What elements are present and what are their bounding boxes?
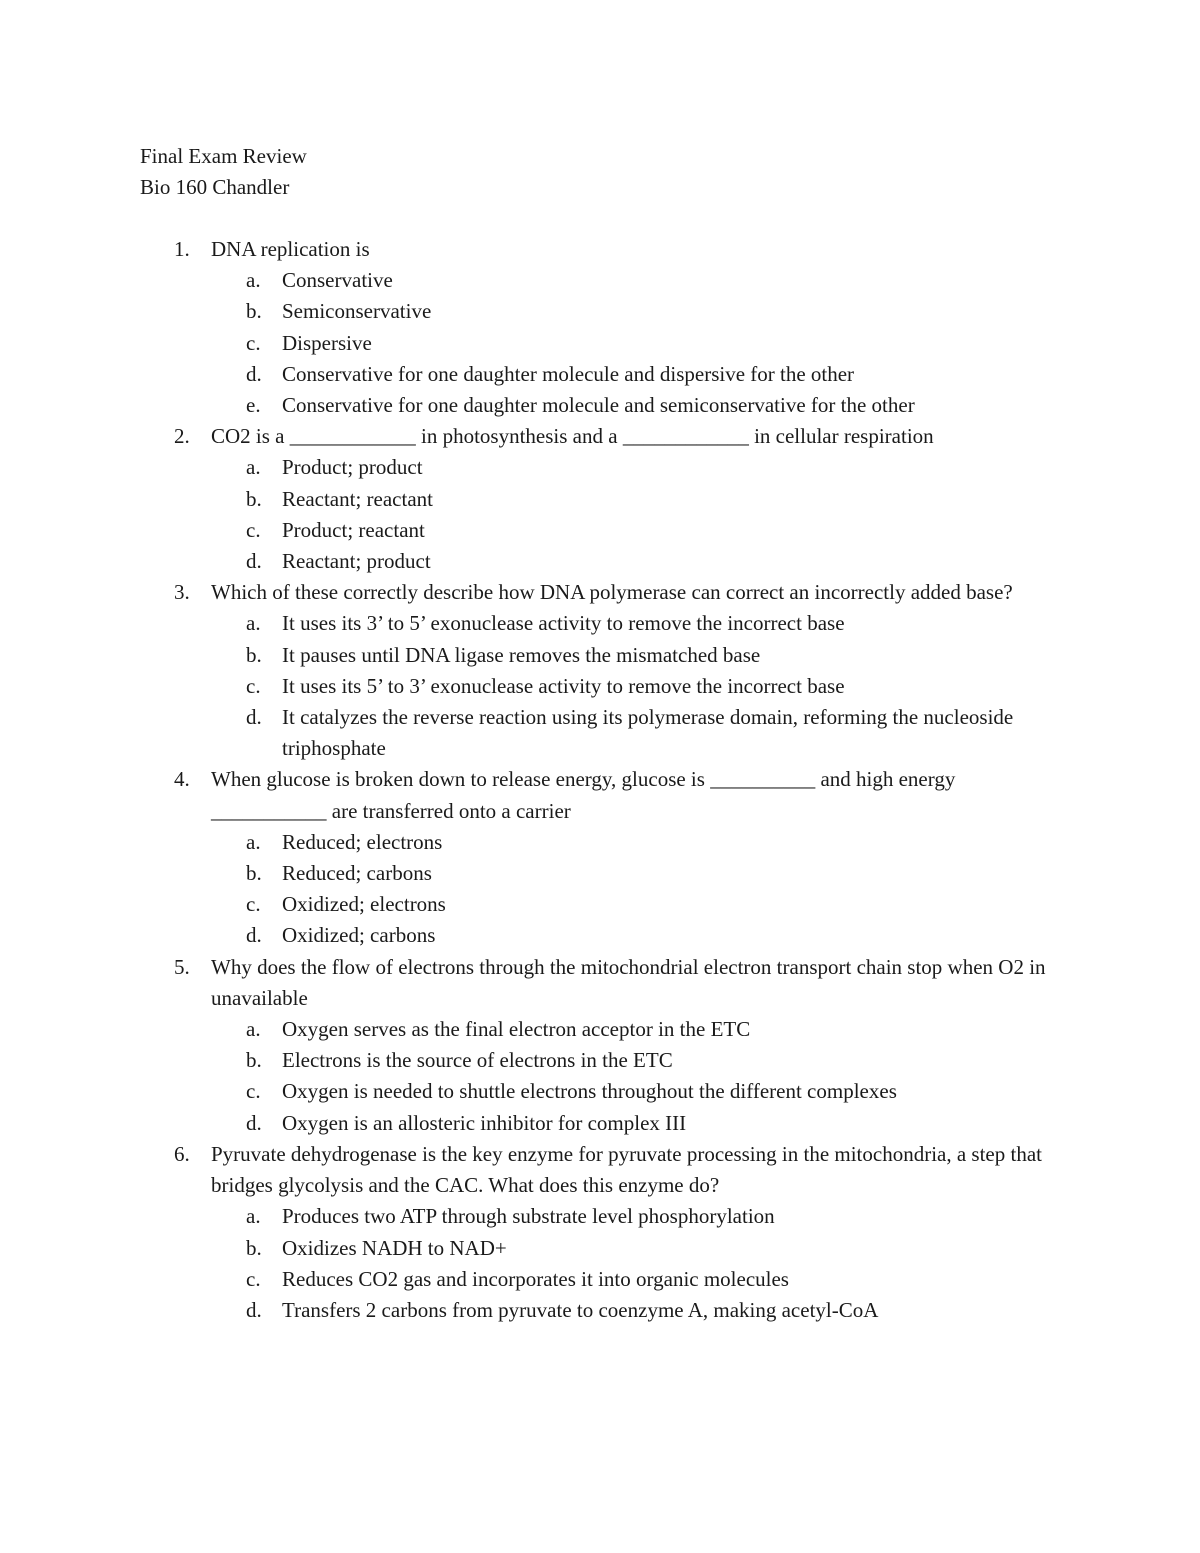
question-1	[0, 234, 1200, 265]
question-text: When glucose is broken down to release energy, glucose is __________ and high energy ___________ are transferred onto a carrier	[211, 767, 956, 823]
answer-option	[0, 515, 1200, 546]
answer-option	[0, 1201, 1200, 1232]
question-4	[0, 764, 1200, 826]
option-text: It pauses until DNA ligase removes the mismatched base	[282, 642, 761, 667]
option-letter: c.	[246, 517, 261, 542]
option-letter: a.	[246, 1204, 261, 1229]
option-letter: b.	[246, 1048, 262, 1073]
answer-option	[0, 328, 1200, 359]
answer-option	[0, 296, 1200, 327]
option-letter: a.	[246, 611, 261, 636]
option-letter: e.	[246, 393, 261, 418]
answer-option	[0, 920, 1200, 951]
option-text: It uses its 3’ to 5’ exonuclease activity to remove the incorrect base	[282, 611, 845, 636]
answer-option	[0, 1014, 1200, 1045]
document-title: Final Exam Review	[140, 144, 307, 168]
question-text: DNA replication is	[211, 237, 370, 261]
option-letter: c.	[246, 1266, 261, 1291]
option-text: Oxygen serves as the final electron acceptor in the ETC	[282, 1017, 751, 1042]
answer-option	[0, 827, 1200, 858]
answer-option	[0, 390, 1200, 421]
answer-option	[0, 1108, 1200, 1139]
option-text: It catalyzes the reverse reaction using its polymerase domain, reforming the nucleoside triphosphate	[282, 705, 1014, 761]
option-text: Conservative	[282, 268, 393, 293]
question-number: 5.	[174, 954, 190, 979]
option-letter: b.	[246, 299, 262, 324]
question-number: 1.	[174, 237, 190, 261]
question-list	[0, 234, 1200, 1326]
option-letter: a.	[246, 1017, 261, 1042]
option-text: Semiconservative	[282, 299, 432, 324]
option-letter: d.	[246, 361, 262, 386]
option-letter: a.	[246, 268, 261, 293]
option-text: Product; reactant	[282, 517, 425, 542]
option-text: Produces two ATP through substrate level phosphorylation	[282, 1204, 775, 1229]
option-text: Reduced; electrons	[282, 829, 443, 854]
answer-option	[0, 608, 1200, 639]
answer-option	[0, 671, 1200, 702]
option-text: Oxidized; carbons	[282, 923, 436, 948]
option-letter: c.	[246, 673, 261, 698]
option-letter: a.	[246, 455, 261, 480]
question-text: Pyruvate dehydrogenase is the key enzyme for pyruvate processing in the mitochondria, a step that bridges glycolysis and the CAC. What does this enzyme do?	[211, 1141, 1042, 1198]
option-letter: c.	[246, 1079, 261, 1104]
option-letter: b.	[246, 642, 262, 667]
answer-option	[0, 1233, 1200, 1264]
answer-option	[0, 640, 1200, 671]
answer-option	[0, 484, 1200, 515]
option-letter: d.	[246, 549, 262, 574]
option-text: Reduced; carbons	[282, 861, 432, 886]
option-text: Reduces CO2 gas and incorporates it into organic molecules	[282, 1266, 789, 1291]
answer-option	[0, 452, 1200, 483]
option-text: It uses its 5’ to 3’ exonuclease activity to remove the incorrect base	[282, 673, 845, 698]
option-text: Oxidizes NADH to NAD+	[282, 1235, 507, 1260]
answer-option	[0, 889, 1200, 920]
option-text: Transfers 2 carbons from pyruvate to coenzyme A, making acetyl-CoA	[282, 1297, 879, 1322]
question-text: Why does the flow of electrons through the mitochondrial electron transport chain stop when O2 in unavailable	[211, 954, 1046, 1010]
question-6	[0, 1139, 1200, 1201]
option-letter: d.	[246, 1110, 262, 1135]
option-letter: c.	[246, 330, 261, 355]
option-text: Product; product	[282, 455, 423, 480]
option-letter: b.	[246, 486, 262, 511]
answer-option	[0, 1045, 1200, 1076]
option-letter: d.	[246, 923, 262, 948]
answer-option	[0, 858, 1200, 889]
answer-option	[0, 265, 1200, 296]
answer-option	[0, 1076, 1200, 1107]
option-text: Oxygen is needed to shuttle electrons throughout the different complexes	[282, 1079, 897, 1104]
question-text: CO2 is a ____________ in photosynthesis and a ____________ in cellular respiration	[211, 424, 934, 449]
option-text: Reactant; product	[282, 549, 431, 574]
answer-option	[0, 1264, 1200, 1295]
question-number: 6.	[174, 1141, 190, 1166]
answer-option	[0, 359, 1200, 390]
option-letter: b.	[246, 861, 262, 886]
option-text: Oxidized; electrons	[282, 892, 446, 917]
option-letter: b.	[246, 1235, 262, 1260]
question-number: 2.	[174, 424, 190, 449]
question-text: Which of these correctly describe how DNA polymerase can correct an incorrectly added base?	[211, 580, 1013, 605]
question-5	[0, 952, 1200, 1014]
option-text: Oxygen is an allosteric inhibitor for complex III	[282, 1110, 687, 1135]
option-text: Electrons is the source of electrons in the ETC	[282, 1048, 673, 1073]
answer-option	[0, 546, 1200, 577]
question-3	[0, 577, 1200, 608]
option-letter: c.	[246, 892, 261, 917]
question-number: 4.	[174, 767, 190, 792]
option-text: Conservative for one daughter molecule and semiconservative for the other	[282, 393, 915, 418]
option-letter: a.	[246, 829, 261, 854]
course-name: Bio 160 Chandler	[140, 175, 290, 199]
option-text: Reactant; reactant	[282, 486, 433, 511]
option-letter: d.	[246, 1297, 262, 1322]
option-text: Conservative for one daughter molecule and dispersive for the other	[282, 361, 855, 386]
question-2	[0, 421, 1200, 452]
option-letter: d.	[246, 705, 262, 730]
question-number: 3.	[174, 580, 190, 605]
answer-option	[0, 702, 1200, 764]
option-text: Dispersive	[282, 330, 372, 355]
answer-option	[0, 1295, 1200, 1326]
